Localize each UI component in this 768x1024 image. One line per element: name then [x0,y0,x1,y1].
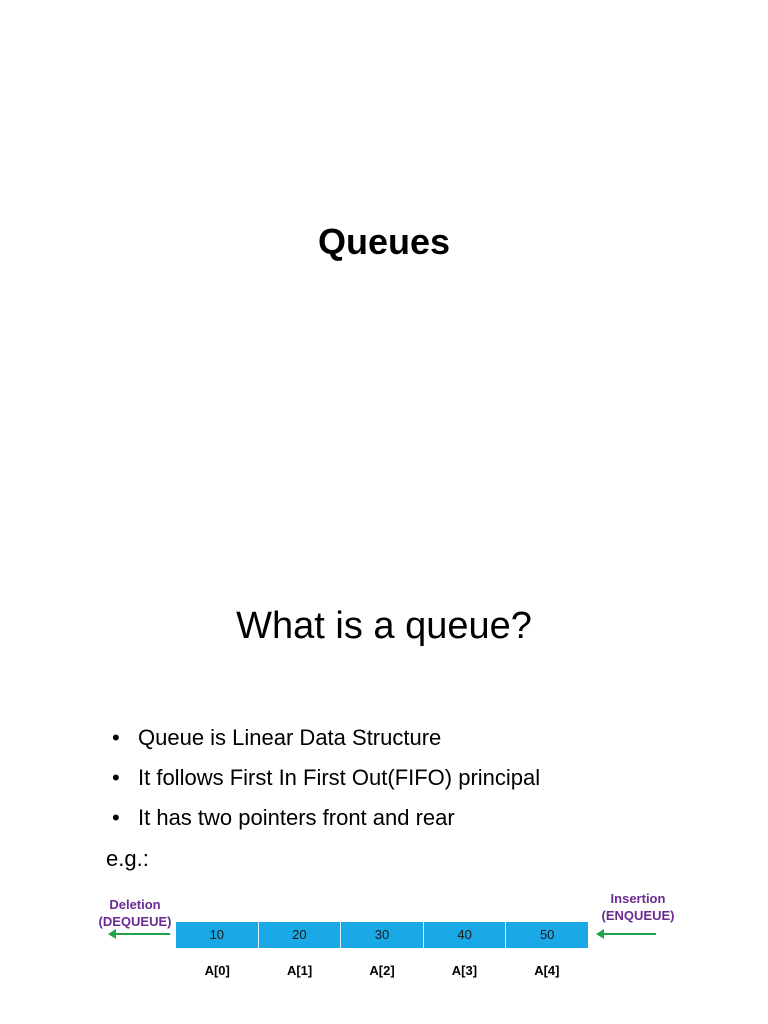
index-row [176,962,588,980]
bullet-text: Queue is Linear Data Structure [138,725,442,750]
enqueue-text: (ENQUEUE) [601,908,675,923]
deletion-text: Deletion [109,897,161,912]
slide-heading: What is a queue? [236,605,532,647]
bullet-list [110,718,540,838]
queue-cell: 40 [424,922,507,948]
example-label: e.g.: [106,846,149,871]
array-index: A[3] [451,963,478,978]
bullet-text: It follows First In First Out(FIFO) principal [138,765,541,790]
queue-cell: 20 [259,922,342,948]
queue-cell: 10 [176,922,259,948]
queue-array [176,922,588,948]
array-index: A[1] [286,963,313,978]
bullet-marker: • [112,725,120,750]
bullet-text: It has two pointers front and rear [138,805,455,830]
dequeue-arrow-icon [114,933,170,935]
array-index: A[0] [204,963,230,978]
bullet-item [110,798,540,838]
deletion-label [92,896,178,930]
bullet-marker: • [112,765,120,790]
bullet-item [110,758,540,798]
insertion-text: Insertion [610,891,666,906]
enqueue-arrow-icon [602,933,656,935]
queue-cell: 30 [341,922,424,948]
dequeue-text: (DEQUEUE) [98,914,172,929]
slide-title: Queues [317,221,451,262]
array-index: A[2] [369,963,395,978]
bullet-item [110,718,540,758]
insertion-label [592,890,684,924]
bullet-marker: • [112,805,120,830]
array-index: A[4] [534,963,560,978]
queue-cell: 50 [539,927,555,942]
